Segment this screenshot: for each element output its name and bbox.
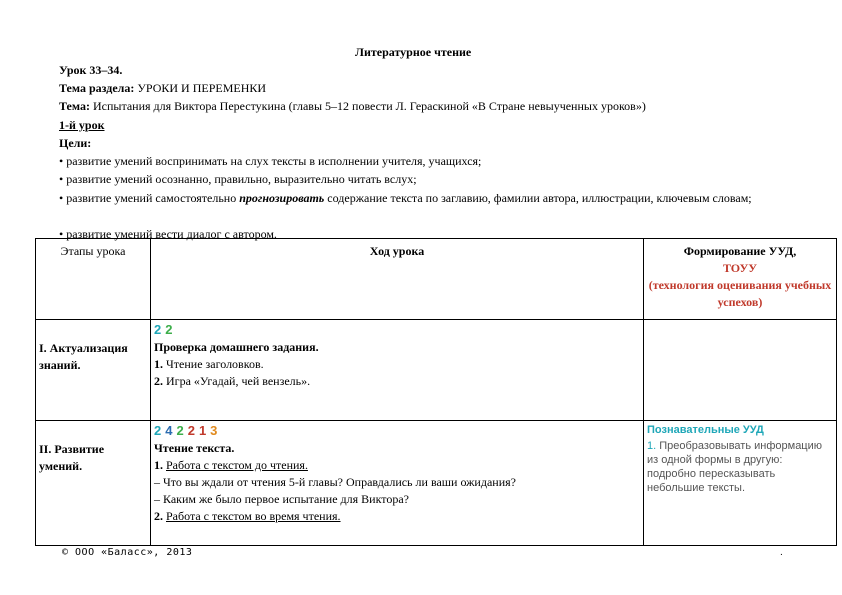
assessment-codes bbox=[154, 321, 640, 339]
uud-num: 1. bbox=[647, 440, 657, 452]
task-line bbox=[154, 373, 640, 390]
header-uud bbox=[644, 239, 837, 320]
table-header-row bbox=[36, 239, 837, 320]
table-row bbox=[36, 320, 837, 421]
header-stages bbox=[36, 239, 151, 320]
uud-cell bbox=[644, 421, 837, 546]
assessment-code: 2 bbox=[187, 423, 195, 438]
page-title: Литературное чтение bbox=[355, 45, 472, 59]
section-line bbox=[59, 81, 266, 95]
uud-text bbox=[647, 439, 833, 495]
header-stages-label: Этапы урока bbox=[60, 244, 126, 258]
question-line: – Каким же было первое испытание для Виктора? bbox=[154, 492, 410, 506]
assessment-code: 2 bbox=[154, 423, 162, 438]
section-value: УРОКИ И ПЕРЕМЕНКИ bbox=[134, 81, 267, 95]
theme-label: Тема: bbox=[59, 99, 90, 113]
progress-cell bbox=[151, 421, 644, 546]
assessment-code: 2 bbox=[165, 322, 173, 337]
goal-text: содержание текста по заглавию, фамилии автора, иллюстрации, ключевым словам; bbox=[324, 191, 752, 205]
header-progress-label: Ход урока bbox=[369, 244, 425, 258]
footer-mark: . bbox=[780, 547, 783, 558]
task-num: 1. bbox=[154, 357, 163, 371]
goal-emphasis: прогнозировать bbox=[239, 191, 325, 205]
task-num: 1. bbox=[154, 458, 163, 472]
task-line bbox=[154, 356, 640, 373]
table-row bbox=[36, 421, 837, 546]
task-num: 2. bbox=[154, 374, 163, 388]
progress-cell bbox=[151, 320, 644, 421]
header-touu-desc: (технология оценивания учебных успехов) bbox=[648, 278, 832, 309]
goals-label: Цели: bbox=[59, 136, 92, 150]
assessment-code: 4 bbox=[165, 423, 173, 438]
section-label: Тема раздела: bbox=[59, 81, 135, 95]
goal-item: • развитие умений осознанно, правильно, выразительно читать вслух; bbox=[59, 172, 417, 186]
assessment-code: 3 bbox=[210, 423, 218, 438]
sub-lesson: 1-й урок bbox=[59, 118, 105, 132]
task-text: Работа с текстом во время чтения. bbox=[166, 509, 341, 523]
header-touu-label: ТОУУ bbox=[722, 261, 758, 275]
assessment-code: 2 bbox=[176, 423, 184, 438]
header-progress bbox=[151, 239, 644, 320]
lesson-number: Урок 33–34. bbox=[59, 63, 123, 77]
lesson-table bbox=[35, 238, 837, 546]
theme-line bbox=[59, 99, 646, 113]
assessment-code: 2 bbox=[154, 322, 162, 337]
uud-title: Познавательные УУД bbox=[647, 424, 764, 436]
task-line bbox=[154, 457, 640, 474]
uud-desc: Преобразовывать информацию из одной формы в другую: подробно пересказывать небольшие тексты. bbox=[647, 440, 823, 494]
task-title: Чтение текста. bbox=[154, 441, 235, 455]
stage-label: II. Развитие умений. bbox=[39, 442, 105, 473]
goal-item: • развитие умений воспринимать на слух тексты в исполнении учителя, учащихся; bbox=[59, 154, 482, 168]
task-title: Проверка домашнего задания. bbox=[154, 340, 319, 354]
task-num: 2. bbox=[154, 509, 163, 523]
goal-item bbox=[59, 191, 785, 205]
question-line: – Что вы ждали от чтения 5-й главы? Оправдались ли ваши ожидания? bbox=[154, 475, 516, 489]
footer-copyright: © ООО «Баласс», 2013 bbox=[62, 547, 193, 558]
assessment-code: 1 bbox=[198, 423, 207, 438]
task-text: Игра «Угадай, чей вензель». bbox=[163, 374, 311, 388]
header-uud-label: Формирование УУД, bbox=[683, 244, 797, 258]
goal-item: • развитие умений вести диалог с автором. bbox=[59, 227, 277, 241]
stage-cell bbox=[36, 421, 151, 546]
goal-text: • развитие умений самостоятельно bbox=[59, 191, 240, 205]
stage-cell bbox=[36, 320, 151, 421]
task-text: Работа с текстом до чтения. bbox=[166, 458, 308, 472]
uud-cell bbox=[644, 320, 837, 421]
theme-value: Испытания для Виктора Перестукина (главы 5–12 повести Л. Гераскиной «В Стране невыученных уроков») bbox=[89, 99, 646, 113]
assessment-codes bbox=[154, 422, 640, 440]
stage-label: I. Актуализация знаний. bbox=[39, 341, 128, 372]
task-text: Чтение заголовков. bbox=[163, 357, 264, 371]
task-line bbox=[154, 508, 640, 525]
